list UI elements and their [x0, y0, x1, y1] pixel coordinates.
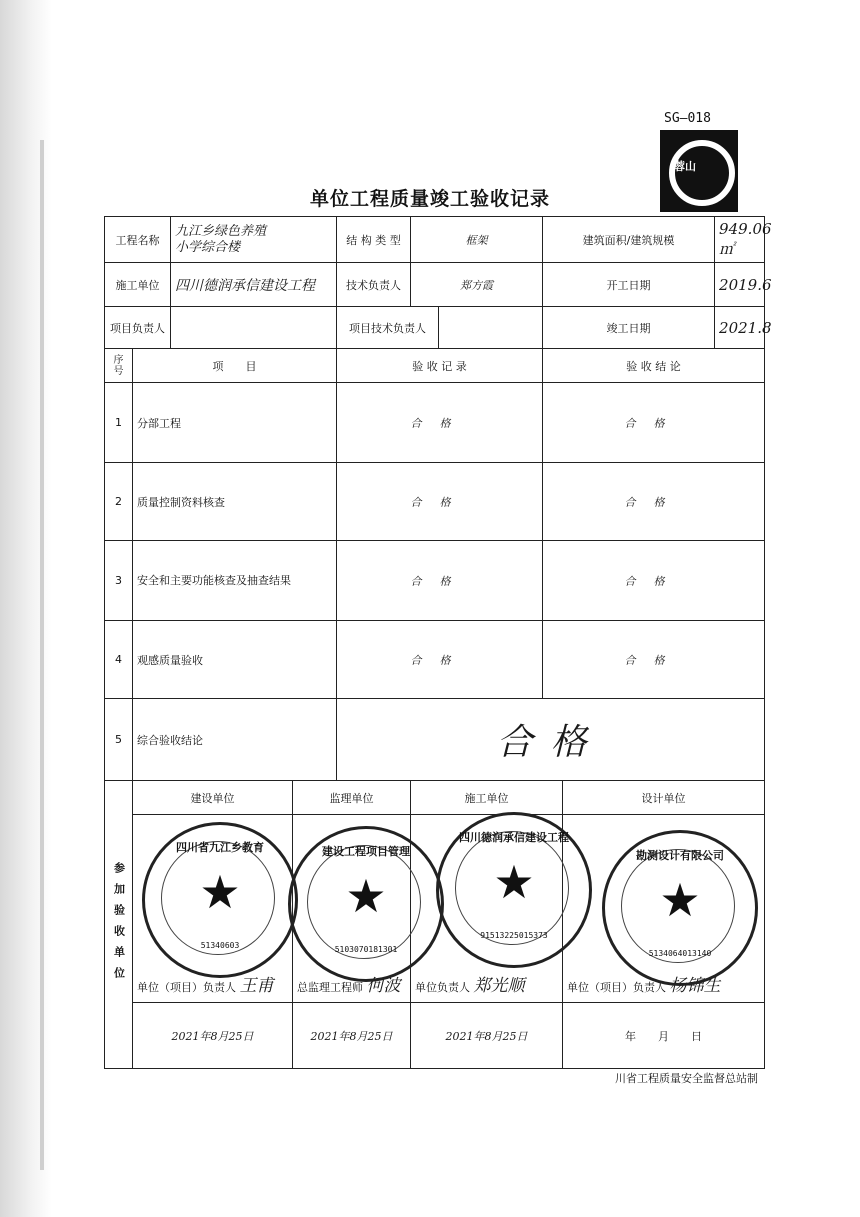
unit-date: 2021年8月25日 — [293, 1003, 411, 1069]
unit-signature: 杨锦生 — [669, 976, 721, 996]
table-row — [105, 541, 765, 621]
unit-person-label: 单位（项目）负责人 — [567, 981, 667, 994]
scan-fold-line — [40, 140, 44, 1170]
row-item: 安全和主要功能核查及抽查结果 — [133, 541, 337, 621]
participant-header-row — [105, 781, 765, 815]
participant-date-row — [105, 1003, 765, 1069]
table-row — [105, 383, 765, 463]
star-icon: ★ — [493, 855, 535, 909]
seal-text: 勘测设计有限公司 — [636, 849, 724, 862]
star-icon: ★ — [345, 869, 387, 923]
seal-stamp — [602, 830, 758, 986]
row-item: 分部工程 — [133, 383, 337, 463]
unit-person-label: 总监理工程师 — [297, 981, 363, 994]
document-code: SG—018 — [664, 111, 711, 126]
row-seq: 1 — [105, 383, 133, 463]
unit-person-label: 单位（项目）负责人 — [137, 981, 236, 994]
table-row — [105, 463, 765, 541]
seal-number: 5103070181301 — [334, 945, 398, 954]
builder-label: 施工单位 — [105, 263, 171, 307]
finish-date-value: 2021.8 — [715, 307, 765, 349]
summary-row — [105, 699, 765, 781]
seq-header: 序号 — [105, 349, 133, 383]
builder-value: 四川德润承信建设工程 — [171, 263, 337, 307]
unit-date: 2021年8月25日 — [133, 1003, 293, 1069]
header-row-3 — [105, 307, 765, 349]
project-name-label: 工程名称 — [105, 217, 171, 263]
scan-shadow-edge — [0, 0, 52, 1217]
seal-number: 91513225015373 — [480, 931, 548, 940]
seal-number: 51340603 — [200, 941, 240, 950]
finish-date-label: 竣工日期 — [543, 307, 715, 349]
unit-name: 施工单位 — [411, 781, 563, 815]
seal-number: 5134064013140 — [648, 949, 712, 958]
row-record: 合格 — [337, 463, 543, 541]
issuer-footer: 川省工程质量安全监督总站制 — [615, 1072, 758, 1085]
tech-lead-label: 技术负责人 — [337, 263, 411, 307]
summary-value: 合格 — [337, 699, 765, 781]
seal-stamp — [436, 812, 592, 968]
record-header: 验 收 记 录 — [337, 349, 543, 383]
unit-name: 监理单位 — [293, 781, 411, 815]
row-seq: 2 — [105, 463, 133, 541]
unit-signature: 何波 — [366, 976, 401, 996]
header-row-1 — [105, 217, 765, 263]
project-tech-label: 项目技术负责人 — [337, 307, 439, 349]
area-label: 建筑面积/建筑规模 — [543, 217, 715, 263]
structure-label: 结 构 类 型 — [337, 217, 411, 263]
project-name-value: 九江乡绿色养殖 小学综合楼 — [171, 217, 337, 263]
row-conclusion: 合格 — [543, 463, 765, 541]
summary-seq: 5 — [105, 699, 133, 781]
pm-label: 项目负责人 — [105, 307, 171, 349]
unit-date: 2021年8月25日 — [411, 1003, 563, 1069]
participant-side-label: 参加验收单位 — [112, 861, 126, 988]
seal-text: 建设工程项目管理 — [322, 845, 410, 858]
header-row-2 — [105, 263, 765, 307]
page-title: 单位工程质量竣工验收记录 — [309, 188, 550, 210]
row-item: 质量控制资料核查 — [133, 463, 337, 541]
star-icon: ★ — [659, 873, 701, 927]
row-conclusion: 合格 — [543, 541, 765, 621]
start-date-label: 开工日期 — [543, 263, 715, 307]
star-icon: ★ — [199, 865, 241, 919]
row-conclusion: 合格 — [543, 621, 765, 699]
row-record: 合格 — [337, 383, 543, 463]
unit-signature: 王甫 — [239, 976, 274, 996]
row-seq: 4 — [105, 621, 133, 699]
seal-text: 四川德润承信建设工程 — [459, 831, 569, 844]
start-date-value: 2019.6 — [715, 263, 765, 307]
summary-item: 综合验收结论 — [133, 699, 337, 781]
conclusion-header: 验 收 结 论 — [543, 349, 765, 383]
participant-side-label-cell — [105, 781, 133, 1069]
unit-person-label: 单位负责人 — [415, 981, 471, 994]
row-record: 合格 — [337, 621, 543, 699]
table-row — [105, 621, 765, 699]
structure-value: 框架 — [411, 217, 543, 263]
unit-name: 建设单位 — [133, 781, 293, 815]
seal-stamp — [142, 822, 298, 978]
unit-date: 年 月 日 — [563, 1003, 765, 1069]
project-tech-value — [439, 307, 543, 349]
row-seq: 3 — [105, 541, 133, 621]
seal-text: 四川省九江乡教育 — [176, 841, 264, 854]
pm-value — [171, 307, 337, 349]
column-header-row — [105, 349, 765, 383]
item-header: 项 目 — [133, 349, 337, 383]
logo-text: 蓉山 — [674, 160, 696, 173]
row-record: 合格 — [337, 541, 543, 621]
unit-name: 设计单位 — [563, 781, 765, 815]
row-conclusion: 合格 — [543, 383, 765, 463]
row-item: 观感质量验收 — [133, 621, 337, 699]
seal-stamp — [288, 826, 444, 982]
tech-lead-value: 郑方霞 — [411, 263, 543, 307]
unit-signature: 郑光顺 — [473, 976, 525, 996]
area-value: 949.06㎡ — [715, 217, 765, 263]
